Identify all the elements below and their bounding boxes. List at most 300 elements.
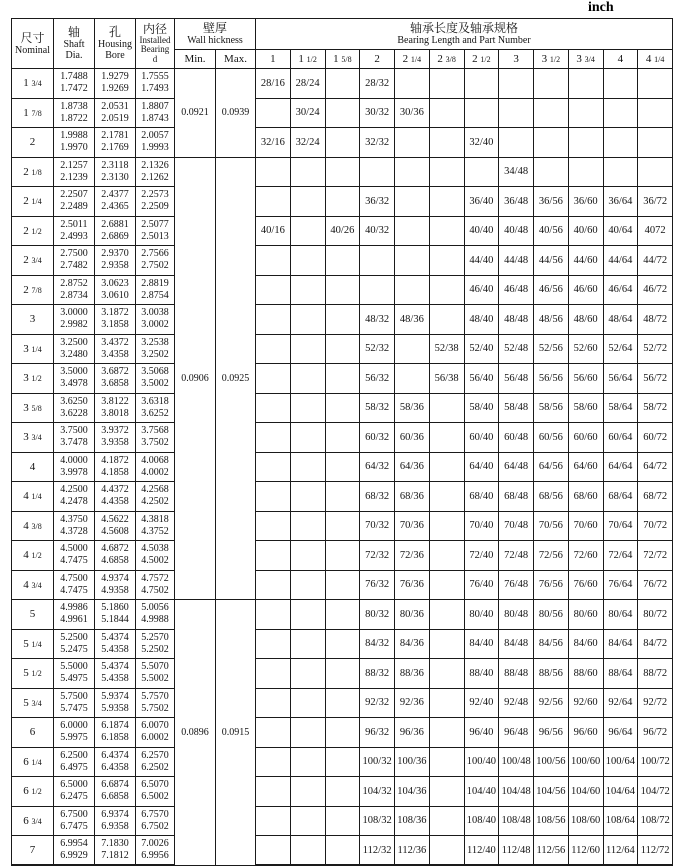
part-number-cell [256,570,291,600]
part-number-cell [568,69,603,99]
part-number-cell [325,747,360,777]
nominal-cell: 1 7/8 [12,98,54,128]
part-number-cell: 100/32 [360,747,395,777]
col-header-length-10: 4 [603,50,638,69]
part-number-cell [534,128,569,158]
part-number-cell [325,629,360,659]
shaft-dia-cell: 4.5000 4.7475 [54,541,95,571]
part-number-cell: 52/60 [568,334,603,364]
installed-bearing-cell: 2.5077 2.5013 [136,216,175,246]
installed-bearing-cell: 1.7555 1.7493 [136,69,175,99]
part-number-cell: 44/56 [534,246,569,276]
part-number-cell [325,334,360,364]
table-row [12,98,673,128]
housing-bore-cell: 3.1872 3.1858 [95,305,136,335]
part-number-cell: 80/64 [603,600,638,630]
part-number-cell [360,275,395,305]
part-number-cell: 40/16 [256,216,291,246]
part-number-cell: 92/72 [638,688,673,718]
installed-bearing-cell: 4.2568 4.2502 [136,482,175,512]
part-number-cell: 92/56 [534,688,569,718]
housing-bore-cell: 4.1872 4.1858 [95,452,136,482]
housing-bore-cell: 3.9372 3.9358 [95,423,136,453]
part-number-cell: 84/72 [638,629,673,659]
part-number-cell: 80/32 [360,600,395,630]
shaft-dia-cell: 5.7500 5.7475 [54,688,95,718]
part-number-cell: 48/32 [360,305,395,335]
part-number-cell: 56/32 [360,364,395,394]
part-number-cell: 68/64 [603,482,638,512]
part-number-cell: 88/60 [568,659,603,689]
part-number-cell: 72/32 [360,541,395,571]
part-number-cell [290,688,325,718]
part-number-cell [603,69,638,99]
part-number-cell: 60/64 [603,423,638,453]
shaft-dia-cell: 2.2507 2.2489 [54,187,95,217]
part-number-cell [395,334,430,364]
part-number-cell [429,216,464,246]
part-number-cell [325,128,360,158]
shaft-dia-cell: 3.7500 3.7478 [54,423,95,453]
installed-bearing-cell: 3.6318 3.6252 [136,393,175,423]
installed-bearing-cell: 3.2538 3.2502 [136,334,175,364]
part-number-cell: 28/24 [290,69,325,99]
part-number-cell: 68/72 [638,482,673,512]
part-number-cell: 108/40 [464,806,499,836]
part-number-cell [464,98,499,128]
part-number-cell: 32/32 [360,128,395,158]
housing-bore-cell: 3.0623 3.0610 [95,275,136,305]
table-row [12,806,673,836]
housing-bore-cell: 6.9374 6.9358 [95,806,136,836]
col-header-length-5: 2 3/8 [429,50,464,69]
part-number-cell [325,364,360,394]
part-number-cell: 70/32 [360,511,395,541]
part-number-cell [325,570,360,600]
part-number-cell: 84/56 [534,629,569,659]
part-number-cell [429,482,464,512]
shaft-dia-cell: 5.2500 5.2475 [54,629,95,659]
col-header-shaft: 轴 Shaft Dia. [54,19,95,69]
part-number-cell: 80/36 [395,600,430,630]
part-number-cell [429,246,464,276]
part-number-cell: 56/56 [534,364,569,394]
table-row [12,836,673,866]
part-number-cell: 52/64 [603,334,638,364]
part-number-cell [325,806,360,836]
part-number-cell [290,777,325,807]
shaft-dia-cell: 3.2500 3.2480 [54,334,95,364]
part-number-cell: 104/56 [534,777,569,807]
col-header-wall-thickness: 壁厚 Wall hickness [175,19,256,50]
nominal-cell: 4 [12,452,54,482]
part-number-cell [395,69,430,99]
shaft-dia-cell: 2.7500 2.7482 [54,246,95,276]
part-number-cell: 58/40 [464,393,499,423]
part-number-cell: 48/56 [534,305,569,335]
part-number-cell [360,157,395,187]
part-number-cell: 32/24 [290,128,325,158]
part-number-cell [256,629,291,659]
part-number-cell: 100/72 [638,747,673,777]
part-number-cell [499,98,534,128]
part-number-cell: 92/36 [395,688,430,718]
part-number-cell: 84/64 [603,629,638,659]
part-number-cell: 58/72 [638,393,673,423]
table-row [12,364,673,394]
table-row [12,187,673,217]
part-number-cell: 64/64 [603,452,638,482]
part-number-cell [568,128,603,158]
housing-bore-cell: 3.4372 3.4358 [95,334,136,364]
part-number-cell: 4072 [638,216,673,246]
part-number-cell: 96/60 [568,718,603,748]
part-number-cell [429,452,464,482]
col-header-length-6: 2 1/2 [464,50,499,69]
part-number-cell [325,600,360,630]
part-number-cell [499,128,534,158]
table-row [12,570,673,600]
part-number-cell [429,98,464,128]
part-number-cell: 112/64 [603,836,638,866]
shaft-dia-cell: 3.0000 2.9982 [54,305,95,335]
part-number-cell: 96/40 [464,718,499,748]
part-number-cell [534,69,569,99]
housing-bore-cell: 5.4374 5.4358 [95,629,136,659]
col-header-length-9: 3 3/4 [568,50,603,69]
installed-bearing-cell: 4.7572 4.7502 [136,570,175,600]
col-header-nominal [12,19,54,69]
part-number-cell [290,423,325,453]
part-number-cell: 28/32 [360,69,395,99]
part-number-cell: 76/40 [464,570,499,600]
col-header-length-11: 4 1/4 [638,50,673,69]
shaft-dia-cell: 1.7488 1.7472 [54,69,95,99]
part-number-cell [429,393,464,423]
col-header-length-2: 1 5/8 [325,50,360,69]
part-number-cell: 80/60 [568,600,603,630]
part-number-cell: 36/64 [603,187,638,217]
housing-bore-cell: 1.9279 1.9269 [95,69,136,99]
part-number-cell [603,98,638,128]
part-number-cell: 104/48 [499,777,534,807]
part-number-cell: 70/72 [638,511,673,541]
part-number-cell: 60/56 [534,423,569,453]
part-number-cell [429,128,464,158]
part-number-cell: 88/72 [638,659,673,689]
part-number-cell [325,482,360,512]
part-number-cell: 84/40 [464,629,499,659]
part-number-cell [290,393,325,423]
table-row [12,275,673,305]
part-number-cell: 64/56 [534,452,569,482]
part-number-cell [325,688,360,718]
header-row-top [12,19,673,50]
part-number-cell: 56/40 [464,364,499,394]
part-number-cell: 88/36 [395,659,430,689]
part-number-cell: 40/26 [325,216,360,246]
part-number-cell: 64/40 [464,452,499,482]
shaft-dia-cell: 6.0000 5.9975 [54,718,95,748]
housing-bore-cell: 6.4374 6.4358 [95,747,136,777]
part-number-cell: 52/40 [464,334,499,364]
part-number-cell: 48/40 [464,305,499,335]
part-number-cell: 104/72 [638,777,673,807]
part-number-cell: 46/60 [568,275,603,305]
nominal-cell: 2 [12,128,54,158]
housing-bore-cell: 4.4372 4.4358 [95,482,136,512]
part-number-cell [464,69,499,99]
part-number-cell [499,69,534,99]
nominal-cell: 6 3/4 [12,806,54,836]
part-number-cell [290,305,325,335]
col-header-nominal-en: Nominal [15,44,50,56]
part-number-cell [638,98,673,128]
part-number-cell: 88/48 [499,659,534,689]
part-number-cell: 40/56 [534,216,569,246]
part-number-cell [395,187,430,217]
part-number-cell [256,98,291,128]
part-number-cell [290,334,325,364]
housing-bore-cell: 3.6872 3.6858 [95,364,136,394]
part-number-cell [429,747,464,777]
part-number-cell: 96/32 [360,718,395,748]
part-number-cell: 96/56 [534,718,569,748]
installed-bearing-cell: 5.5070 5.5002 [136,659,175,689]
installed-bearing-cell: 2.7566 2.7502 [136,246,175,276]
part-number-cell [464,157,499,187]
part-number-cell: 96/48 [499,718,534,748]
part-number-cell [325,423,360,453]
part-number-cell [603,157,638,187]
col-header-bearing-length: 轴承长度及轴承规格 Bearing Length and Part Number [256,19,673,50]
part-number-cell [325,275,360,305]
col-header-housing: 孔 Housing Bore [95,19,136,69]
part-number-cell: 44/64 [603,246,638,276]
part-number-cell: 100/60 [568,747,603,777]
part-number-cell: 72/60 [568,541,603,571]
installed-bearing-cell: 2.0057 1.9993 [136,128,175,158]
part-number-cell: 104/36 [395,777,430,807]
part-number-cell: 52/72 [638,334,673,364]
table-row [12,482,673,512]
table-row [12,541,673,571]
part-number-cell: 76/56 [534,570,569,600]
part-number-cell [256,836,291,866]
part-number-cell [256,482,291,512]
part-number-cell: 56/64 [603,364,638,394]
nominal-cell: 1 3/4 [12,69,54,99]
table-row [12,69,673,99]
part-number-cell [256,659,291,689]
shaft-dia-cell: 6.5000 6.2475 [54,777,95,807]
part-number-cell: 32/40 [464,128,499,158]
shaft-dia-cell: 4.2500 4.2478 [54,482,95,512]
part-number-cell [534,157,569,187]
part-number-cell: 108/72 [638,806,673,836]
installed-bearing-cell: 5.0056 4.9988 [136,600,175,630]
part-number-cell: 52/56 [534,334,569,364]
part-number-cell: 56/48 [499,364,534,394]
part-number-cell: 40/32 [360,216,395,246]
part-number-cell [290,629,325,659]
part-number-cell: 68/36 [395,482,430,512]
part-number-cell [325,541,360,571]
part-number-cell: 100/56 [534,747,569,777]
part-number-cell: 108/36 [395,806,430,836]
part-number-cell [429,836,464,866]
part-number-cell: 104/40 [464,777,499,807]
installed-bearing-cell: 4.5038 4.5002 [136,541,175,571]
part-number-cell [290,482,325,512]
table-row [12,629,673,659]
part-number-cell [290,157,325,187]
part-number-cell: 84/32 [360,629,395,659]
part-number-cell [256,393,291,423]
part-number-cell: 100/36 [395,747,430,777]
part-number-cell: 76/64 [603,570,638,600]
installed-bearing-cell: 6.0070 6.0002 [136,718,175,748]
wall-max-cell: 0.0939 [216,69,256,158]
part-number-cell: 70/60 [568,511,603,541]
part-number-cell: 104/64 [603,777,638,807]
housing-bore-cell: 2.3118 2.3130 [95,157,136,187]
part-number-cell: 96/64 [603,718,638,748]
part-number-cell: 96/72 [638,718,673,748]
table-row [12,157,673,187]
part-number-cell [290,275,325,305]
part-number-cell [395,364,430,394]
part-number-cell: 80/48 [499,600,534,630]
part-number-cell: 70/40 [464,511,499,541]
part-number-cell: 58/48 [499,393,534,423]
shaft-dia-cell: 2.5011 2.4993 [54,216,95,246]
part-number-cell [256,275,291,305]
part-number-cell: 30/32 [360,98,395,128]
part-number-cell: 104/32 [360,777,395,807]
col-header-length-7: 3 [499,50,534,69]
housing-bore-cell: 3.8122 3.8018 [95,393,136,423]
part-number-cell [429,659,464,689]
col-header-length-3: 2 [360,50,395,69]
shaft-dia-cell: 3.5000 3.4978 [54,364,95,394]
table-row [12,423,673,453]
part-number-cell [256,777,291,807]
part-number-cell: 68/32 [360,482,395,512]
installed-bearing-cell: 5.2570 5.2502 [136,629,175,659]
part-number-cell [290,718,325,748]
part-number-cell: 76/32 [360,570,395,600]
part-number-cell: 84/36 [395,629,430,659]
table-row [12,128,673,158]
part-number-cell: 36/32 [360,187,395,217]
part-number-cell [429,718,464,748]
part-number-cell: 76/48 [499,570,534,600]
housing-bore-cell: 7.1830 7.1812 [95,836,136,866]
part-number-cell [568,98,603,128]
part-number-cell [325,659,360,689]
part-number-cell: 112/36 [395,836,430,866]
part-number-cell [568,157,603,187]
part-number-cell: 60/32 [360,423,395,453]
part-number-cell: 44/72 [638,246,673,276]
part-number-cell: 56/60 [568,364,603,394]
part-number-cell [290,364,325,394]
wall-min-cell: 0.0906 [175,157,216,600]
nominal-cell: 2 3/4 [12,246,54,276]
housing-bore-cell: 4.5622 4.5608 [95,511,136,541]
part-number-cell: 36/56 [534,187,569,217]
nominal-cell: 4 3/8 [12,511,54,541]
part-number-cell: 68/60 [568,482,603,512]
part-number-cell: 100/40 [464,747,499,777]
part-number-cell: 46/48 [499,275,534,305]
installed-bearing-cell: 4.0068 4.0002 [136,452,175,482]
col-header-nominal-zh: 尺寸 [20,30,45,45]
part-number-cell: 108/56 [534,806,569,836]
shaft-dia-cell: 6.9954 6.9929 [54,836,95,866]
part-number-cell: 112/48 [499,836,534,866]
part-number-cell: 52/32 [360,334,395,364]
part-number-cell [325,187,360,217]
part-number-cell: 30/24 [290,98,325,128]
part-number-cell: 28/16 [256,69,291,99]
part-number-cell [290,452,325,482]
part-number-cell [290,659,325,689]
housing-bore-cell: 6.1874 6.1858 [95,718,136,748]
part-number-cell [290,836,325,866]
nominal-cell: 5 1/2 [12,659,54,689]
part-number-cell: 70/64 [603,511,638,541]
part-number-cell [325,98,360,128]
part-number-cell [534,98,569,128]
shaft-dia-cell: 6.7500 6.7475 [54,806,95,836]
shaft-dia-cell: 3.6250 3.6228 [54,393,95,423]
housing-bore-cell: 2.0531 2.0519 [95,98,136,128]
nominal-cell: 7 [12,836,54,866]
part-number-cell [256,305,291,335]
table-row [12,393,673,423]
part-number-cell [638,157,673,187]
part-number-cell: 80/72 [638,600,673,630]
unit-label: inch [588,0,614,15]
part-number-cell: 92/64 [603,688,638,718]
part-number-cell: 112/40 [464,836,499,866]
part-number-cell [290,806,325,836]
nominal-cell: 2 7/8 [12,275,54,305]
part-number-cell [325,718,360,748]
table-body [12,69,673,866]
part-number-cell: 48/48 [499,305,534,335]
wall-min-cell: 0.0896 [175,600,216,866]
nominal-cell: 4 3/4 [12,570,54,600]
part-number-cell [395,216,430,246]
shaft-dia-cell: 2.8752 2.8734 [54,275,95,305]
part-number-cell: 72/64 [603,541,638,571]
part-number-cell [603,128,638,158]
part-number-cell: 112/56 [534,836,569,866]
housing-bore-cell: 5.1860 5.1844 [95,600,136,630]
part-number-cell: 64/72 [638,452,673,482]
part-number-cell [638,69,673,99]
part-number-cell: 30/36 [395,98,430,128]
part-number-cell [256,334,291,364]
part-number-cell: 40/48 [499,216,534,246]
part-number-cell [360,246,395,276]
nominal-cell: 6 [12,718,54,748]
table-row [12,747,673,777]
part-number-cell [429,423,464,453]
